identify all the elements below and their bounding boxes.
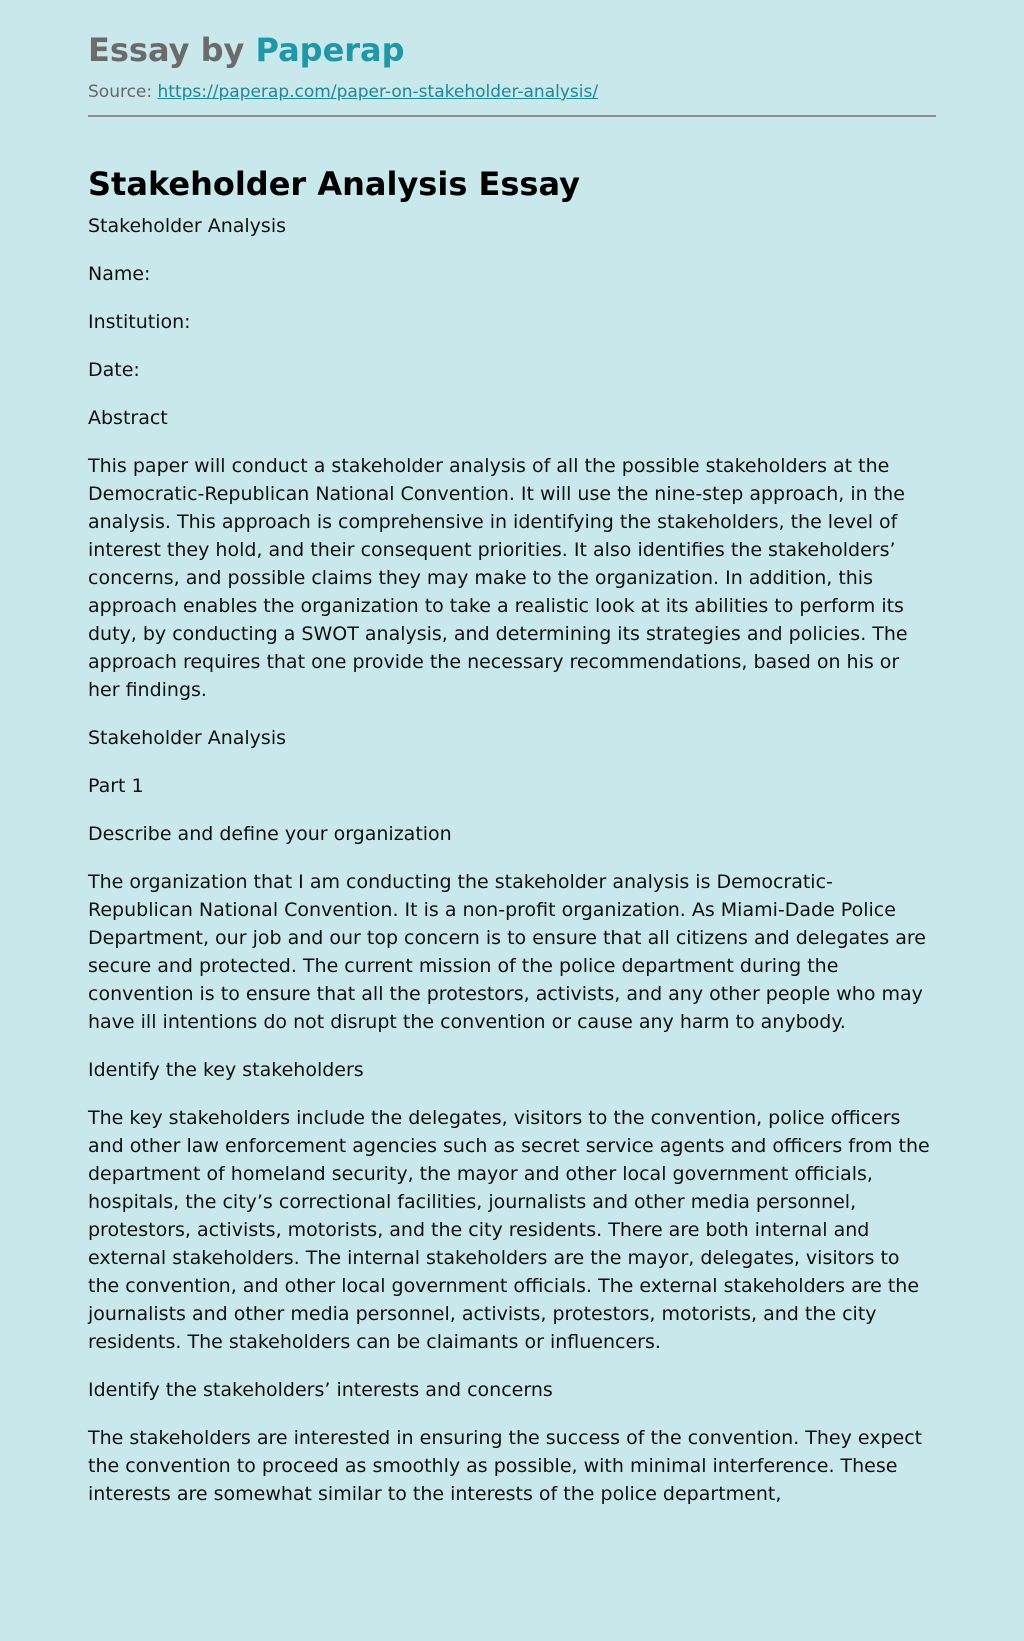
brand-logo[interactable]: [88, 30, 936, 70]
paragraph: Institution:: [88, 311, 191, 333]
brand-name: Paperap: [255, 31, 405, 69]
essay-body: [88, 212, 936, 1508]
paragraph: The stakeholders are interested in ensuring the success of the convention. They expect the convention to proceed as smoothly as possible, with minimal interference. These interests are somewhat similar to the interests of the police department,: [88, 1427, 923, 1505]
essay-page: [88, 0, 936, 1528]
header-divider: [88, 115, 936, 117]
paragraph: Stakeholder Analysis: [88, 215, 286, 237]
paragraph: This paper will conduct a stakeholder analysis of all the possible stakeholders at the Democratic-Republican National Convention. It will use the nine-step approach, in the analysis. This approach is comprehensive in identifying the stakeholders, the level of interest they hold, and their consequent priorities. It also identifies the stakeholders’ concerns, and possible claims they may make to the organization. In addition, this approach enables the organization to take a realistic look at its abilities to perform its duty, by conducting a SWOT analysis, and determining its strategies and policies. The approach requires that one provide the necessary recommendations, based on his or her findings.: [88, 455, 908, 701]
page-title: Stakeholder Analysis Essay: [88, 165, 580, 203]
paragraph: Identify the key stakeholders: [88, 1059, 364, 1081]
brand-prefix: Essay by: [88, 31, 256, 69]
paragraph: Part 1: [88, 775, 144, 797]
paragraph: The organization that I am conducting the stakeholder analysis is Democratic-Republican National Convention. It is a non-profit organization. As Miami-Dade Police Department, our job and our top concern is to ensure that all citizens and delegates are secure and protected. The current mission of the police department during the convention is to ensure that all the protestors, activists, and any other people who may have ill intentions do not disrupt the convention or cause any harm to anybody.: [88, 871, 926, 1033]
source-link[interactable]: https://paperap.com/paper-on-stakeholder-analysis/: [157, 82, 599, 102]
paragraph: Date:: [88, 359, 140, 381]
paragraph: Identify the stakeholders’ interests and concerns: [88, 1379, 553, 1401]
paragraph: Name:: [88, 263, 151, 285]
source-label: Source:: [88, 82, 158, 102]
paragraph: Abstract: [88, 407, 168, 429]
paragraph: The key stakeholders include the delegates, visitors to the convention, police officers and other law enforcement agencies such as secret service agents and officers from the department of homeland security, the mayor and other local government officials, hospitals, the city’s correctional facilities, journalists and other media personnel, protestors, activists, motorists, and the city residents. There are both internal and external stakeholders. The internal stakeholders are the mayor, delegates, visitors to the convention, and other local government officials. The external stakeholders are the journalists and other media personnel, activists, protestors, motorists, and the city residents. The stakeholders can be claimants or influencers.: [88, 1107, 930, 1353]
paragraph: Describe and define your organization: [88, 823, 452, 845]
paragraph: Stakeholder Analysis: [88, 727, 286, 749]
source-line: [88, 80, 936, 104]
